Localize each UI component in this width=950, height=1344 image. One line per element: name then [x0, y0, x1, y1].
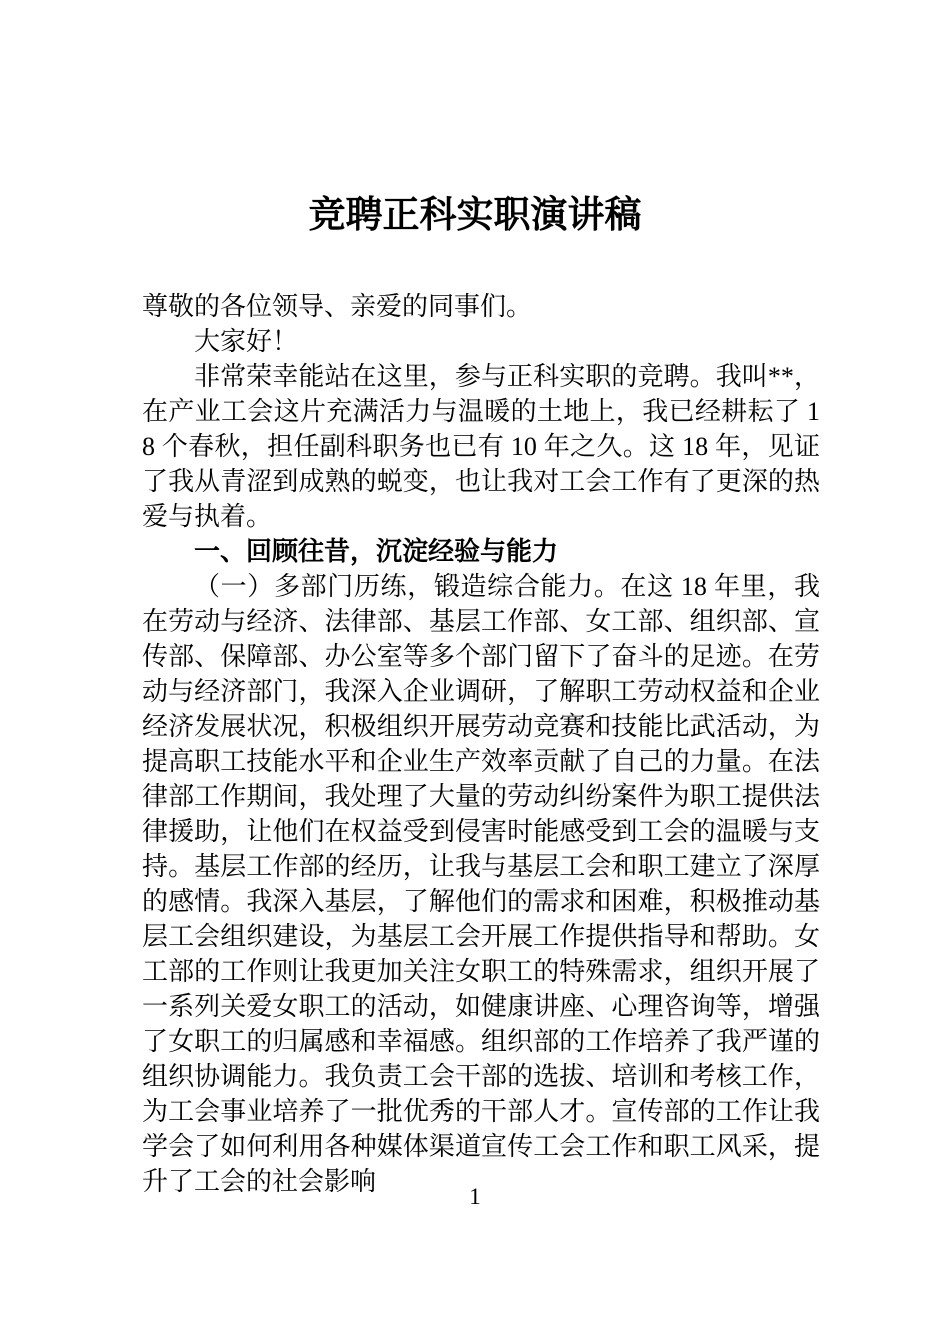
section-heading-1: 一、回顾往昔，沉淀经验与能力: [194, 536, 559, 566]
paragraph-salutation: 尊敬的各位领导、亲爱的同事们。: [142, 291, 533, 321]
paragraph-section1-item1: （一）多部门历练，锻造综合能力。在这 18 年里，我在劳动与经济、法律部、基层工作部、女工部、组织部、宣传部、保障部、办公室等多个部门留下了奋斗的足迹。在劳动与经济部门，我深入企业调研，了解职工劳动权益和企业经济发展状况，积极组织开展劳动竞赛和技能比武活动，为提高职工技能水平和企业生产效率贡献了自己的力量。在法律部工作期间，我处理了大量的劳动纠纷案件为职工提供法律援助，让他们在权益受到侵害时能感受到工会的温暖与支持。基层工作部的经历，让我与基层工会和职工建立了深厚的感情。我深入基层，了解他们的需求和困难，积极推动基层工会组织建设，为基层工会开展工作提供指导和帮助。女工部的工作则让我更加关注女职工的特殊需求，组织开展了一系列关爱女职工的活动，如健康讲座、心理咨询等，增强了女职工的归属感和幸福感。组织部的工作培养了我严谨的组织协调能力。我负责工会干部的选拔、培训和考核工作，为工会事业培养了一批优秀的干部人才。宣传部的工作让我学会了如何利用各种媒体渠道宣传工会工作和职工风采，提升了工会的社会影响: [142, 571, 820, 1196]
page-number: 1: [469, 1184, 481, 1209]
document-body: [142, 289, 820, 1199]
paragraph-greeting: 大家好！: [194, 326, 299, 356]
document-title: 竞聘正科实职演讲稿: [308, 193, 642, 235]
paragraph-intro: 非常荣幸能站在这里，参与正科实职的竞聘。我叫**，在产业工会这片充满活力与温暖的土地上，我已经耕耘了 18 个春秋，担任副科职务也已有 10 年之久。这 18 年，见证了我从青涩到成熟的蜕变，也让我对工会工作有了更深的热爱与执着。: [142, 361, 820, 531]
